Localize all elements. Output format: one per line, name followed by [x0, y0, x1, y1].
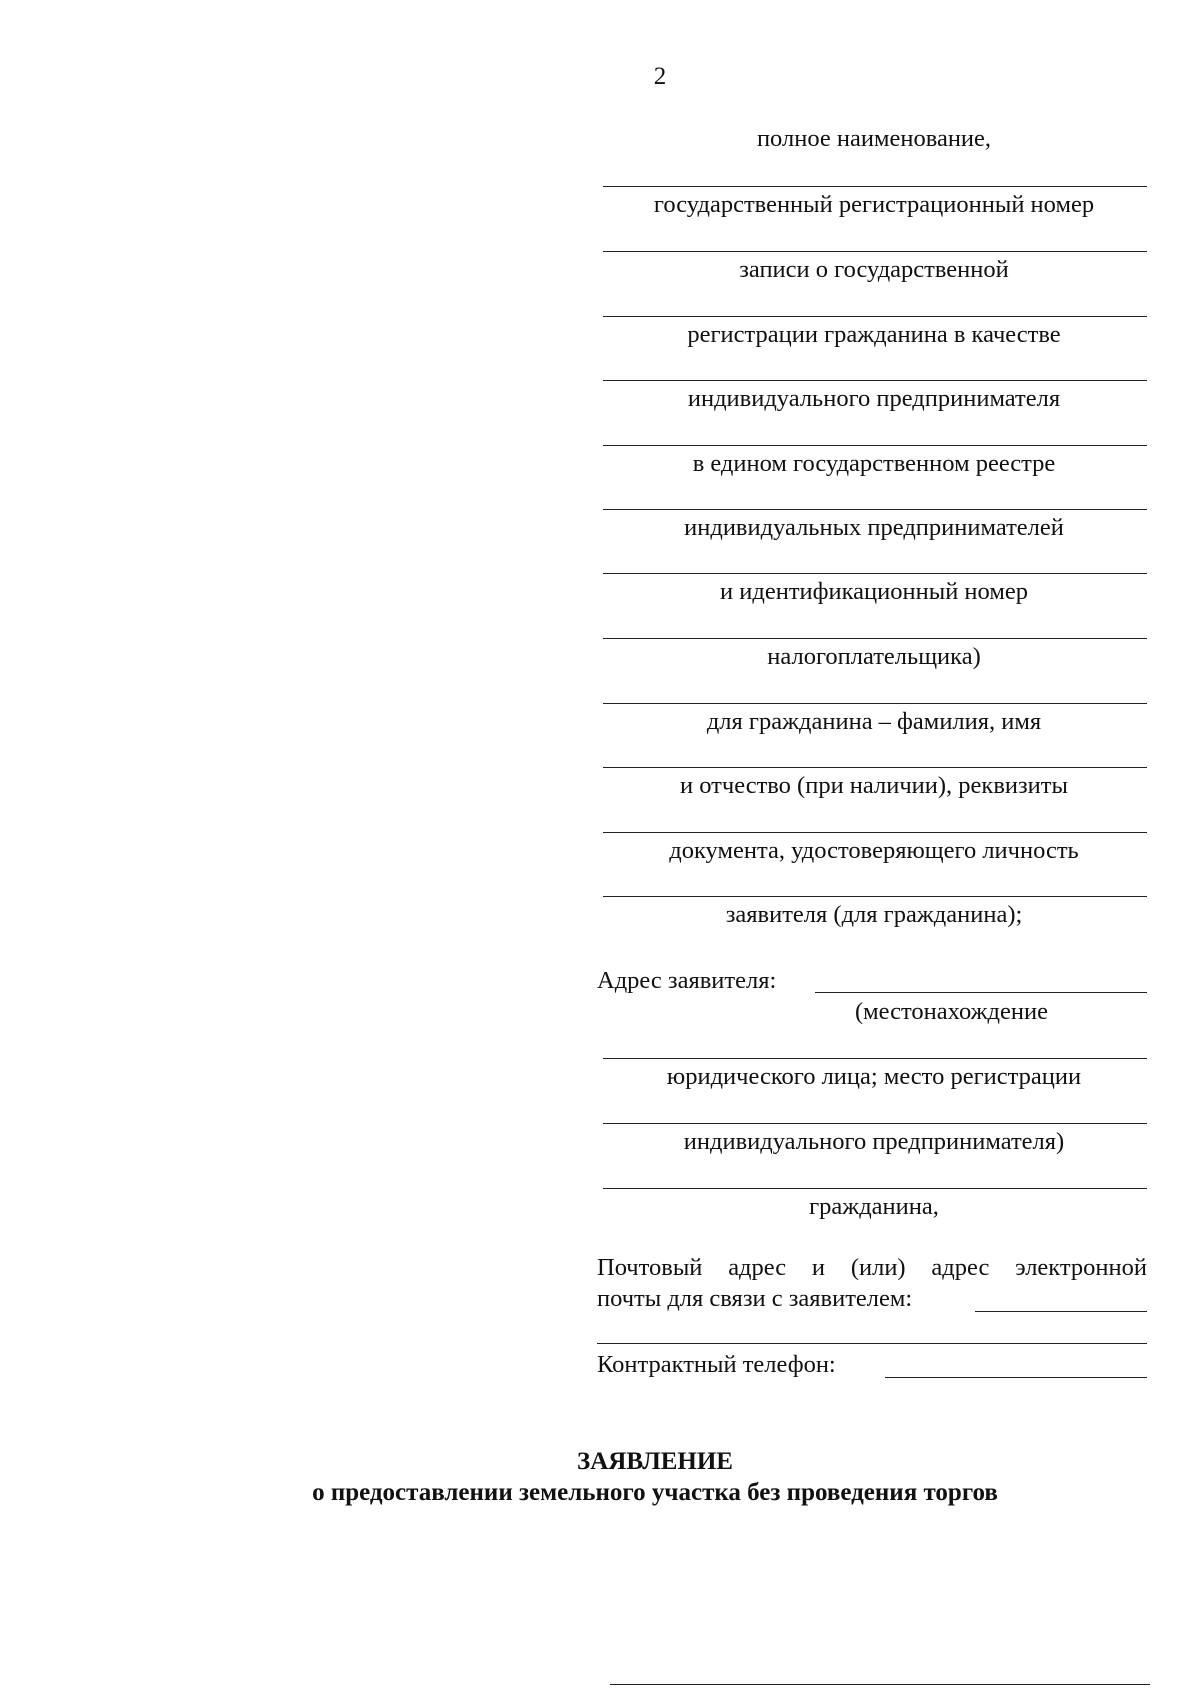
title-subheading: о предоставлении земельного участка без проведения торгов — [312, 1479, 998, 1506]
fill-in-line[interactable] — [603, 767, 1147, 768]
field-hint-line: записи о государственной — [739, 256, 1009, 283]
address-hint-line: индивидуального предпринимателя) — [683, 1128, 1065, 1155]
address-hint-line: юридического лица; место регистрации — [666, 1063, 1082, 1090]
field-hint-line: в едином государственном реестре — [692, 450, 1056, 477]
field-hint-line: для гражданина – фамилия, имя — [706, 708, 1042, 735]
fill-in-line[interactable] — [603, 1058, 1147, 1059]
postal-word: и — [811, 1254, 826, 1281]
fill-in-line[interactable] — [603, 509, 1147, 510]
bottom-fill-line[interactable] — [610, 1684, 1150, 1685]
fill-in-line[interactable] — [603, 380, 1147, 381]
fill-in-line[interactable] — [603, 638, 1147, 639]
page-number: 2 — [653, 63, 667, 90]
postal-word: (или) — [850, 1254, 906, 1281]
field-hint-line: заявителя (для гражданина); — [725, 901, 1023, 928]
fill-in-line[interactable] — [603, 1123, 1147, 1124]
fill-in-line[interactable] — [603, 316, 1147, 317]
postal-input-line[interactable] — [975, 1311, 1147, 1312]
phone-input-line[interactable] — [885, 1377, 1147, 1378]
fill-in-line[interactable] — [603, 1188, 1147, 1189]
field-hint-line: и идентификационный номер — [720, 578, 1028, 605]
postal-label-line — [597, 1253, 1147, 1283]
fill-in-line[interactable] — [603, 896, 1147, 897]
fill-in-line[interactable] — [603, 832, 1147, 833]
address-label: Адрес заявителя: — [597, 967, 777, 994]
field-hint-line: государственный регистрационный номер — [653, 191, 1095, 218]
fill-in-line[interactable] — [603, 573, 1147, 574]
field-hint-line: документа, удостоверяющего личность — [669, 837, 1079, 864]
field-hint-line: индивидуальных предпринимателей — [684, 514, 1064, 541]
field-hint-line: регистрации гражданина в качестве — [687, 321, 1061, 348]
fill-in-line[interactable] — [603, 186, 1147, 187]
postal-word: Почтовый — [597, 1254, 703, 1281]
field-hint-line: индивидуального предпринимателя — [687, 385, 1061, 412]
field-hint-line: и отчество (при наличии), реквизиты — [680, 772, 1068, 799]
fill-in-line[interactable] — [603, 445, 1147, 446]
field-hint-line: полное наименование, — [756, 125, 992, 152]
field-hint-line: налогоплательщика) — [767, 643, 981, 670]
fill-in-line[interactable] — [603, 251, 1147, 252]
address-hint-line: гражданина, — [809, 1193, 939, 1220]
postal-input-line[interactable] — [597, 1343, 1147, 1344]
postal-word: адрес — [728, 1254, 787, 1281]
fill-in-line[interactable] — [603, 703, 1147, 704]
address-input-line[interactable] — [815, 992, 1147, 993]
postal-word: электронной — [1015, 1254, 1147, 1281]
title-heading: ЗАЯВЛЕНИЕ — [577, 1448, 733, 1475]
postal-label: почты для связи с заявителем: — [597, 1285, 913, 1312]
address-hint-line: (местонахождение — [855, 998, 1048, 1025]
postal-word: адрес — [931, 1254, 990, 1281]
phone-label: Контрактный телефон: — [597, 1351, 836, 1378]
